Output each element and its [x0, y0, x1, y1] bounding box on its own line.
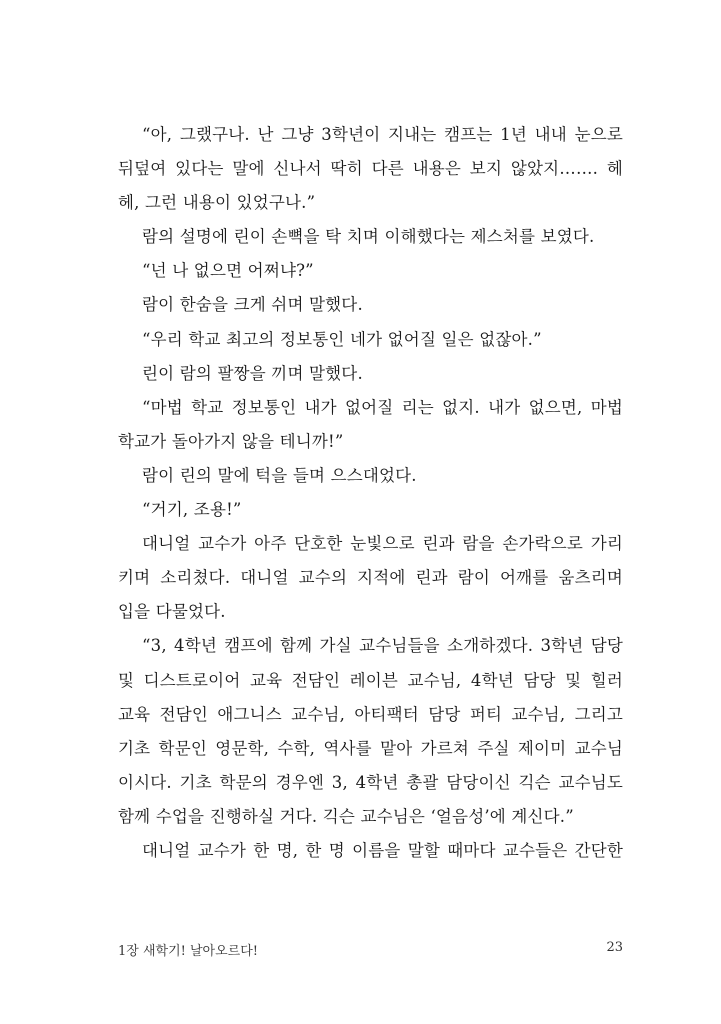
text-line: 람의 설명에 린이 손뼉을 탁 치며 이해했다는 제스처를 보였다. — [142, 227, 595, 247]
text-line: 기초 학문인 영문학, 수학, 역사를 맡아 가르쳐 주실 제이미 교수님 — [118, 738, 623, 758]
page-number: 23 — [606, 940, 623, 955]
text-line: 대니얼 교수가 한 명, 한 명 이름을 말할 때마다 교수들은 간단한 — [142, 840, 623, 860]
text-line: 키며 소리쳤다. 대니얼 교수의 지적에 린과 람이 어깨를 움츠리며 — [118, 568, 623, 588]
text-line: 린이 람의 팔짱을 끼며 말했다. — [142, 363, 363, 383]
body-text — [118, 118, 623, 868]
text-line: “우리 학교 최고의 정보통인 네가 없어질 일은 없잖아.” — [142, 329, 542, 349]
text-line: “마법 학교 정보통인 내가 없어질 리는 없지. 내가 없으면, 마법 — [142, 397, 623, 417]
text-line: “아, 그랬구나. 난 그냥 3학년이 지내는 캠프는 1년 내내 눈으로 — [142, 125, 623, 144]
text-line: 대니얼 교수가 아주 단호한 눈빛으로 린과 람을 손가락으로 가리 — [142, 534, 623, 554]
text-line: 입을 다물었다. — [118, 602, 226, 622]
chapter-title: 1장 새학기! 날아오르다! — [118, 944, 259, 959]
text-line: 람이 린의 말에 턱을 들며 으스대었다. — [142, 465, 417, 485]
text-line: 뒤덮여 있다는 말에 신나서 딱히 다른 내용은 보지 않았지……. 헤 — [118, 159, 623, 179]
text-line: 람이 한숨을 크게 쉬며 말했다. — [142, 295, 363, 315]
text-line: “넌 나 없으면 어쩌냐?” — [142, 261, 314, 281]
text-line: “3, 4학년 캠프에 함께 가실 교수님들을 소개하겠다. 3학년 담당 — [142, 636, 623, 656]
text-line: “거기, 조용!” — [142, 500, 242, 520]
text-line: 함께 수업을 진행하실 거다. 긱슨 교수님은 ‘얼음성’에 계신다.” — [118, 806, 574, 826]
text-line: 학교가 돌아가지 않을 테니까!” — [118, 431, 344, 451]
page-footer — [118, 940, 623, 960]
text-line: 헤, 그런 내용이 있었구나.” — [118, 193, 316, 213]
text-line: 이시다. 기초 학문의 경우엔 3, 4학년 총괄 담당이신 긱슨 교수님도 — [118, 772, 623, 792]
text-line: 교육 전담인 애그니스 교수님, 아티팩터 담당 퍼티 교수님, 그리고 — [118, 704, 623, 724]
text-line: 및 디스트로이어 교육 전담인 레이븐 교수님, 4학년 담당 및 힐러 — [118, 670, 623, 690]
